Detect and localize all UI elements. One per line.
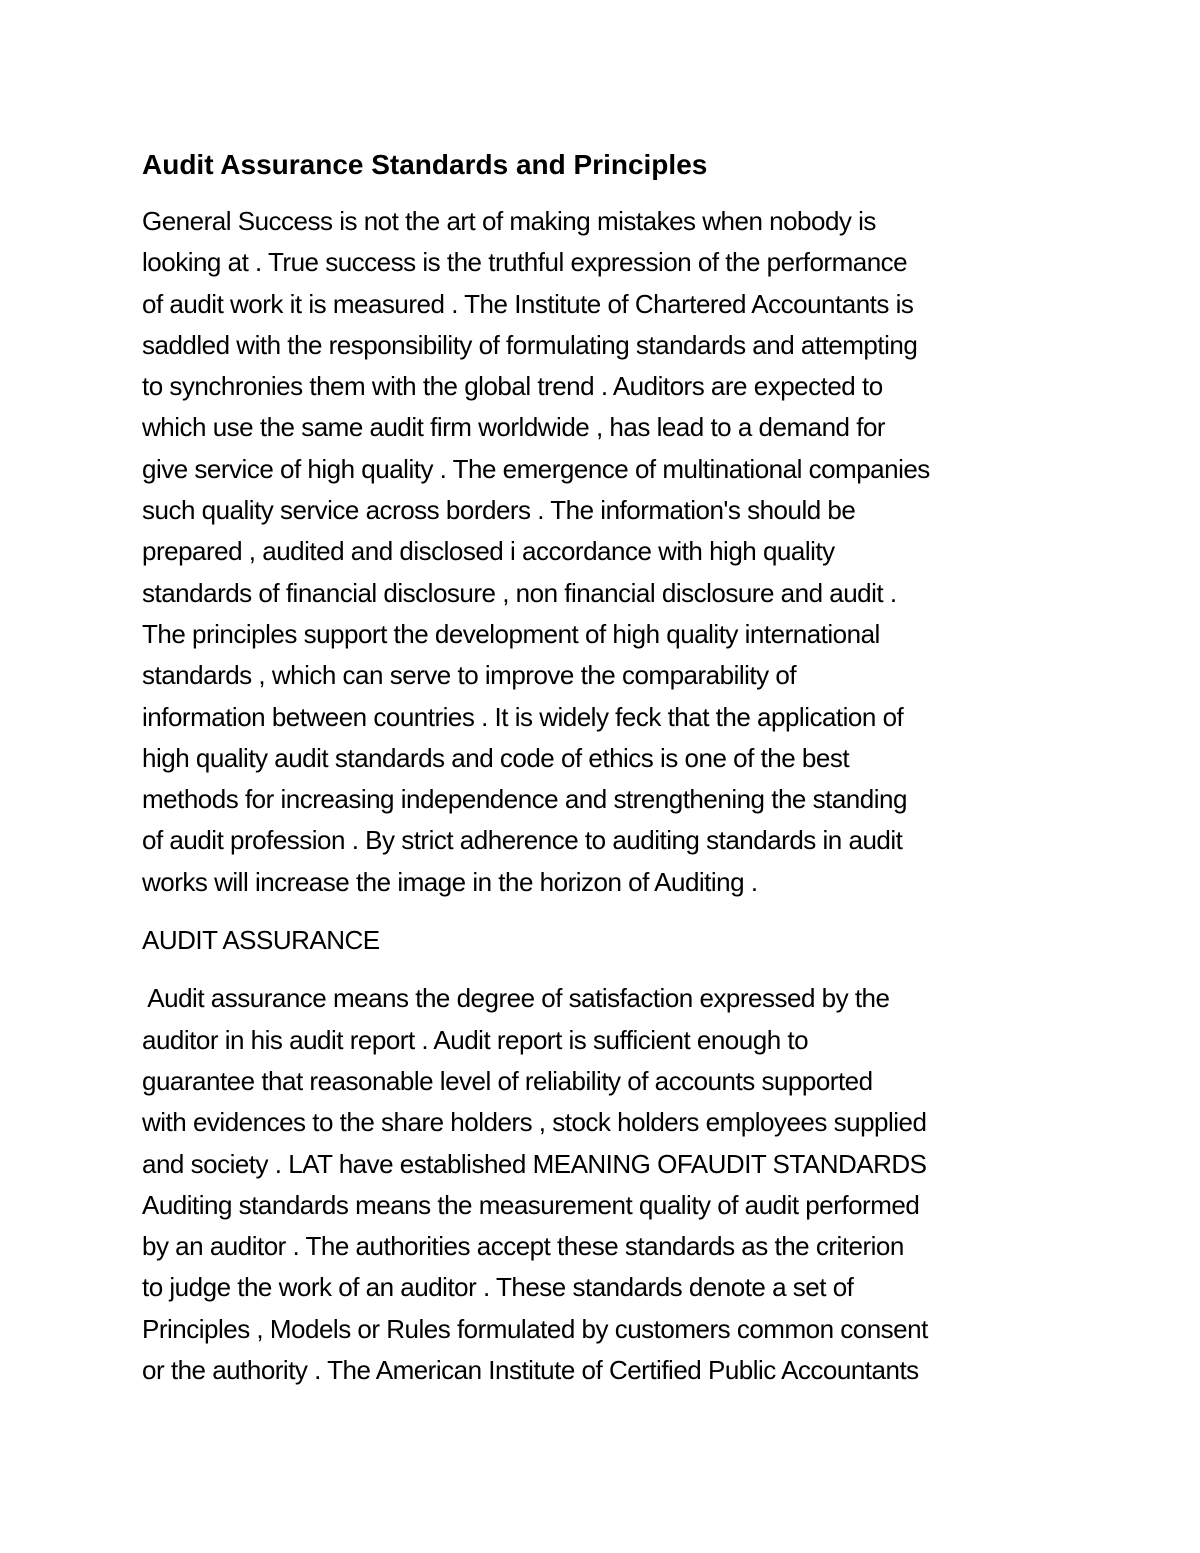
text-line: to synchronies them with the global trend . Auditors are expected to [142, 371, 883, 402]
text-line: Principles , Models or Rules formulated by customers common consent [142, 1313, 928, 1344]
text-line: with evidences to the share holders , stock holders employees supplied [142, 1107, 927, 1138]
text-line: of audit work it is measured . The Institute of Chartered Accountants is [142, 288, 914, 319]
text-line: by an auditor . The authorities accept these standards as the criterion [142, 1231, 904, 1262]
text-line: saddled with the responsibility of formulating standards and attempting [142, 329, 918, 360]
text-line: The principles support the development of high quality international [142, 618, 880, 649]
text-line: standards , which can serve to improve the comparability of [142, 660, 797, 691]
text-line: information between countries . It is widely feck that the application of [142, 701, 904, 732]
text-line: methods for increasing independence and strengthening the standing [142, 784, 907, 815]
text-line: such quality service across borders . The information's should be [142, 495, 856, 526]
section-heading-audit-assurance: AUDIT ASSURANCE [142, 925, 380, 956]
text-line: standards of financial disclosure , non financial disclosure and audit . [142, 577, 897, 608]
text-line: General Success is not the art of making mistakes when nobody is [142, 206, 876, 236]
text-line: give service of high quality . The emergence of multinational companies [142, 453, 930, 484]
text-line: and society . LAT have established MEANING OFAUDIT STANDARDS [142, 1148, 927, 1179]
text-line: to judge the work of an auditor . These standards denote a set of [142, 1272, 854, 1303]
paragraph-audit-assurance [142, 978, 1082, 1391]
document-body [142, 145, 1082, 1408]
text-line: works will increase the image in the horizon of Auditing . [142, 866, 758, 897]
paragraph-general-success [142, 201, 1082, 903]
text-line: Audit assurance means the degree of satisfaction expressed by the [142, 983, 890, 1014]
document-title: Audit Assurance Standards and Principles [142, 149, 708, 180]
text-line: high quality audit standards and code of ethics is one of the best [142, 742, 850, 773]
text-line: guarantee that reasonable level of reliability of accounts supported [142, 1065, 873, 1096]
text-line: auditor in his audit report . Audit report is sufficient enough to [142, 1024, 809, 1055]
text-line: looking at . True success is the truthful expression of the performance [142, 247, 908, 278]
text-line: Auditing standards means the measurement quality of audit performed [142, 1189, 920, 1220]
text-line: or the authority . The American Institute of Certified Public Accountants [142, 1355, 919, 1386]
text-line: of audit profession . By strict adherence to auditing standards in audit [142, 825, 903, 856]
text-line: prepared , audited and disclosed i accordance with high quality [142, 536, 835, 567]
text-line: which use the same audit firm worldwide , has lead to a demand for [142, 412, 886, 443]
